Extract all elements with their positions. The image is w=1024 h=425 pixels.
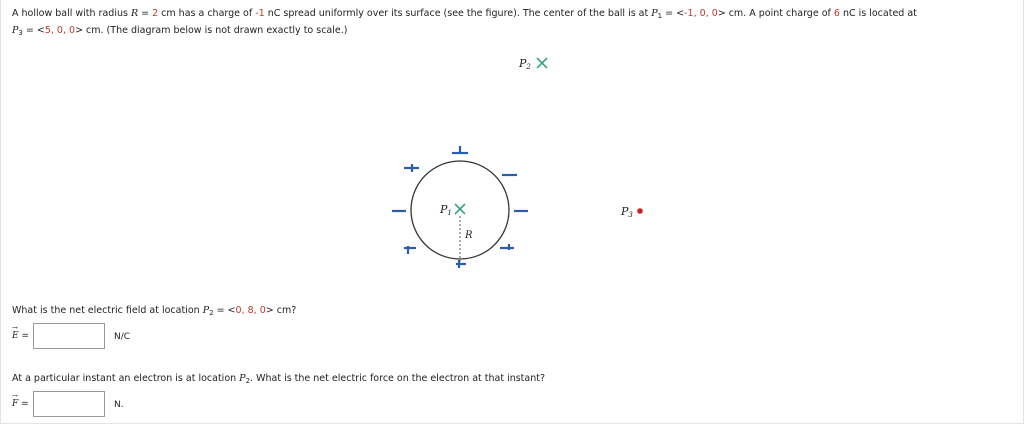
force-unit: N. bbox=[114, 400, 124, 410]
p1-cross-icon bbox=[455, 204, 465, 214]
problem-line-2: $P_3 = <5$, 0, 0> cm. (The diagram below is not drawn exactly to scale.) bbox=[12, 25, 348, 37]
force-label: → F = bbox=[12, 399, 29, 409]
force-answer-input[interactable] bbox=[33, 391, 105, 417]
p3-point-charge-dot bbox=[637, 208, 643, 214]
e-field-label: → E = bbox=[12, 331, 29, 341]
problem-line-1: A hollow ball with radius R = 2 cm has a charge of -1 nC spread uniformly over its surface (see the figure). The center of the ball is at $P_1 = <-1$, 0, 0> cm. A point charge of 6 nC is located at bbox=[12, 8, 917, 20]
radius-label: R bbox=[465, 230, 473, 241]
p3-label: P3 bbox=[621, 205, 633, 219]
p2-cross-icon bbox=[537, 58, 547, 68]
p1-label: P1 bbox=[440, 203, 452, 217]
p2-label: P2 bbox=[519, 57, 531, 71]
question-2-text: At a particular instant an electron is at location $P_2$. What is the net electric force on the electron at that instant? bbox=[12, 373, 546, 385]
e-field-unit: N/C bbox=[114, 332, 131, 342]
e-field-answer-input[interactable] bbox=[33, 323, 105, 349]
question-1-text: What is the net electric field at location $P_2 = <0$, 8, 0> cm? bbox=[12, 305, 297, 317]
